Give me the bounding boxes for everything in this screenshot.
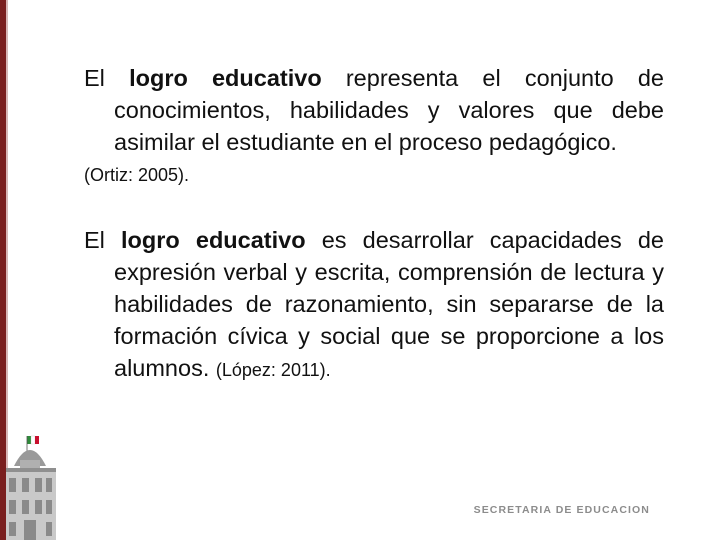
- paragraph-2-prefix: El: [84, 227, 122, 253]
- paragraph-1-body: representa el conjunto de conocimientos, habilidades y valores que debe asimilar el estudiante en el proceso pedagógico.: [114, 65, 664, 155]
- paragraph-1-prefix: El: [84, 65, 130, 91]
- paragraph-1-citation: (Ortiz: 2005).: [84, 165, 190, 185]
- paragraph-1-term: logro educativo: [129, 65, 322, 91]
- government-building-emblem: [0, 430, 60, 540]
- paragraph-2-term: logro educativo: [121, 227, 306, 253]
- slide-content: [84, 62, 664, 386]
- paragraph-2-body: es desarrollar capacidades de expresión verbal y escrita, comprensión de lectura y habilidades de razonamiento, sin separarse de la formación cívica y social que se proporcione a los alumnos.: [114, 227, 664, 381]
- footer-label: SECRETARIA DE EDUCACION: [473, 504, 650, 516]
- paragraph-2: [84, 224, 664, 386]
- paragraph-1: [84, 62, 664, 188]
- paragraph-2-citation: (López: 2011).: [215, 360, 331, 380]
